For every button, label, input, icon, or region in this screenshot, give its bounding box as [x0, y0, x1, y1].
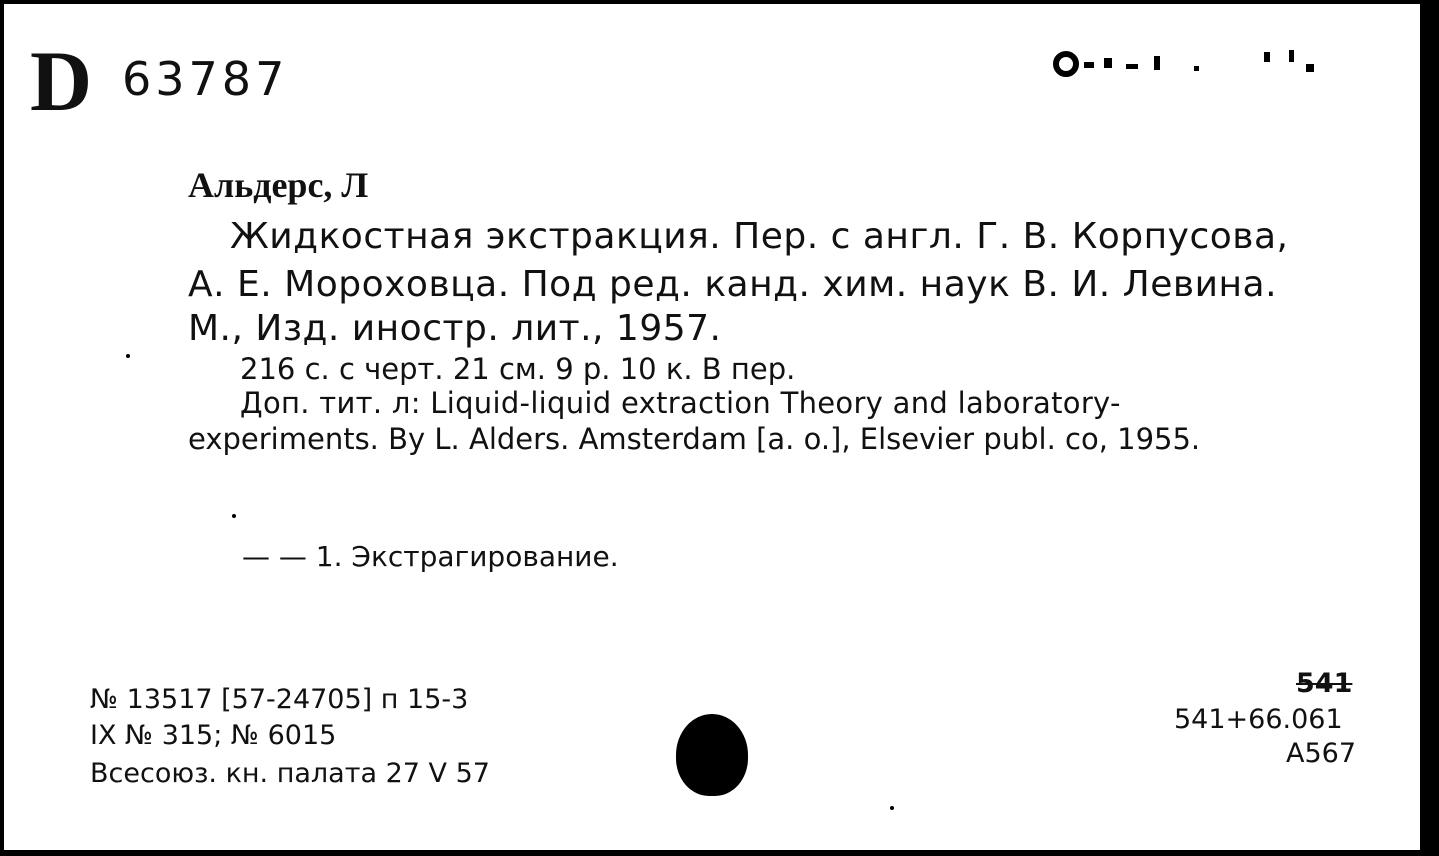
card-letter: D	[30, 33, 93, 129]
card-edge-shadow	[1420, 0, 1439, 856]
footer-registry-line: № 13517 [57-24705] п 15-3	[90, 684, 469, 715]
title-line-2: А. Е. Мороховца. Под ред. канд. хим. наук В. И. Левина.	[188, 264, 1278, 305]
title-line-3: М., Изд. иностр. лит., 1957.	[188, 308, 722, 349]
accession-number: 63787	[122, 52, 289, 106]
author-heading: Альдерс, Л	[188, 165, 369, 205]
faded-stamp-mark	[1044, 44, 1344, 84]
struck-class-number: 541	[1296, 668, 1353, 699]
alt-title-line-2: experiments. By L. Alders. Amsterdam [a. o.], Elsevier publ. co, 1955.	[188, 422, 1201, 456]
classification-number: 541+66.061	[1174, 704, 1343, 735]
footer-chamber-line: Всесоюз. кн. палата 27 V 57	[90, 758, 490, 789]
speck	[890, 806, 894, 810]
title-line-1: Жидкостная экстракция. Пер. с англ. Г. В. Корпусова,	[230, 216, 1289, 257]
catalog-card	[4, 4, 1420, 850]
physical-description: 216 с. с черт. 21 см. 9 р. 10 к. В пер.	[240, 352, 796, 386]
speck	[232, 514, 236, 518]
speck	[126, 354, 130, 358]
subject-heading: — — 1. Экстрагирование.	[242, 540, 619, 573]
cutter-number: А567	[1286, 738, 1357, 769]
alt-title-line-1: Доп. тит. л: Liquid-liquid extraction Theory and laboratory-	[240, 386, 1121, 420]
punch-hole	[676, 714, 748, 796]
footer-series-line: IX № 315; № 6015	[90, 720, 337, 751]
